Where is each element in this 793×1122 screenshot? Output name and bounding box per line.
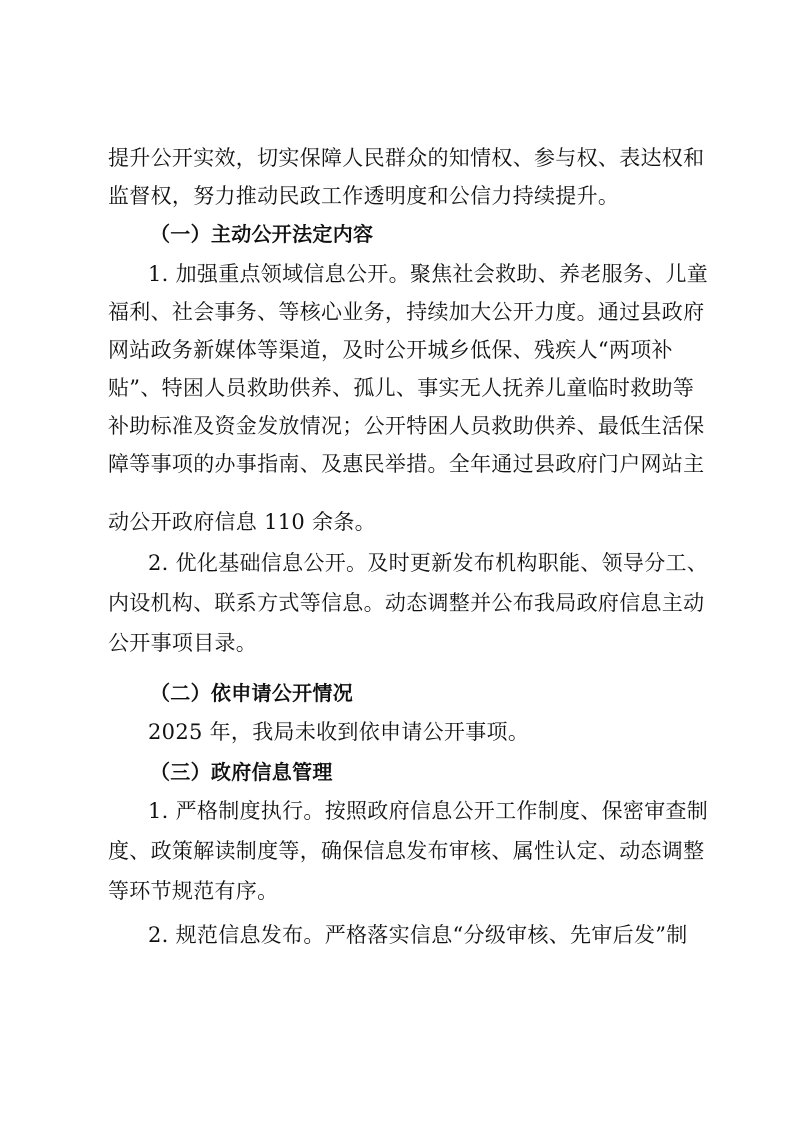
body-text-line: 等环节规范有序。 xyxy=(108,879,279,903)
body-text-line: 1. 严格制度执行。按照政府信息公开工作制度、保密审查制 xyxy=(148,799,709,823)
body-text-line: 网站政务新媒体等渠道，及时公开城乡低保、残疾人“两项补 xyxy=(108,338,673,362)
body-text-line: 2. 优化基础信息公开。及时更新发布机构职能、领导分工、 xyxy=(148,551,709,575)
body-text-line: 障等事项的办事指南、及惠民举措。全年通过县政府门户网站主 xyxy=(108,452,705,476)
body-text-line: 1. 加强重点领域信息公开。聚焦社会救助、养老服务、儿童 xyxy=(148,262,709,286)
body-text-line: 提升公开实效，切实保障人民群众的知情权、参与权、表达权和 xyxy=(108,146,705,170)
body-text-line: 贴”、特困人员救助供养、孤儿、事实无人抚养儿童临时救助等 xyxy=(108,376,695,400)
body-text-line: 福利、社会事务、等核心业务，持续加大公开力度。通过县政府 xyxy=(108,300,705,324)
body-text-line: 内设机构、联系方式等信息。动态调整并公布我局政府信息主动 xyxy=(108,591,705,615)
body-text-line: 2. 规范信息发布。严格落实信息“分级审核、先审后发”制 xyxy=(148,923,688,947)
body-text-line: 补助标准及资金发放情况；公开特困人员救助供养、最低生活保 xyxy=(108,414,705,438)
body-text-line: 监督权，努力推动民政工作透明度和公信力持续提升。 xyxy=(108,184,620,208)
body-text-line: 度、政策解读制度等，确保信息发布审核、属性认定、动态调整 xyxy=(108,839,705,863)
section-heading-1: （一）主动公开法定内容 xyxy=(150,222,374,246)
section-heading-2: （二）依申请公开情况 xyxy=(150,681,353,705)
body-text-line: 动公开政府信息 110 余条。 xyxy=(108,510,376,534)
body-text-line: 2025 年，我局未收到依申请公开事项。 xyxy=(148,720,530,744)
section-heading-3: （三）政府信息管理 xyxy=(150,760,333,784)
body-text-line: 公开事项目录。 xyxy=(108,631,258,655)
